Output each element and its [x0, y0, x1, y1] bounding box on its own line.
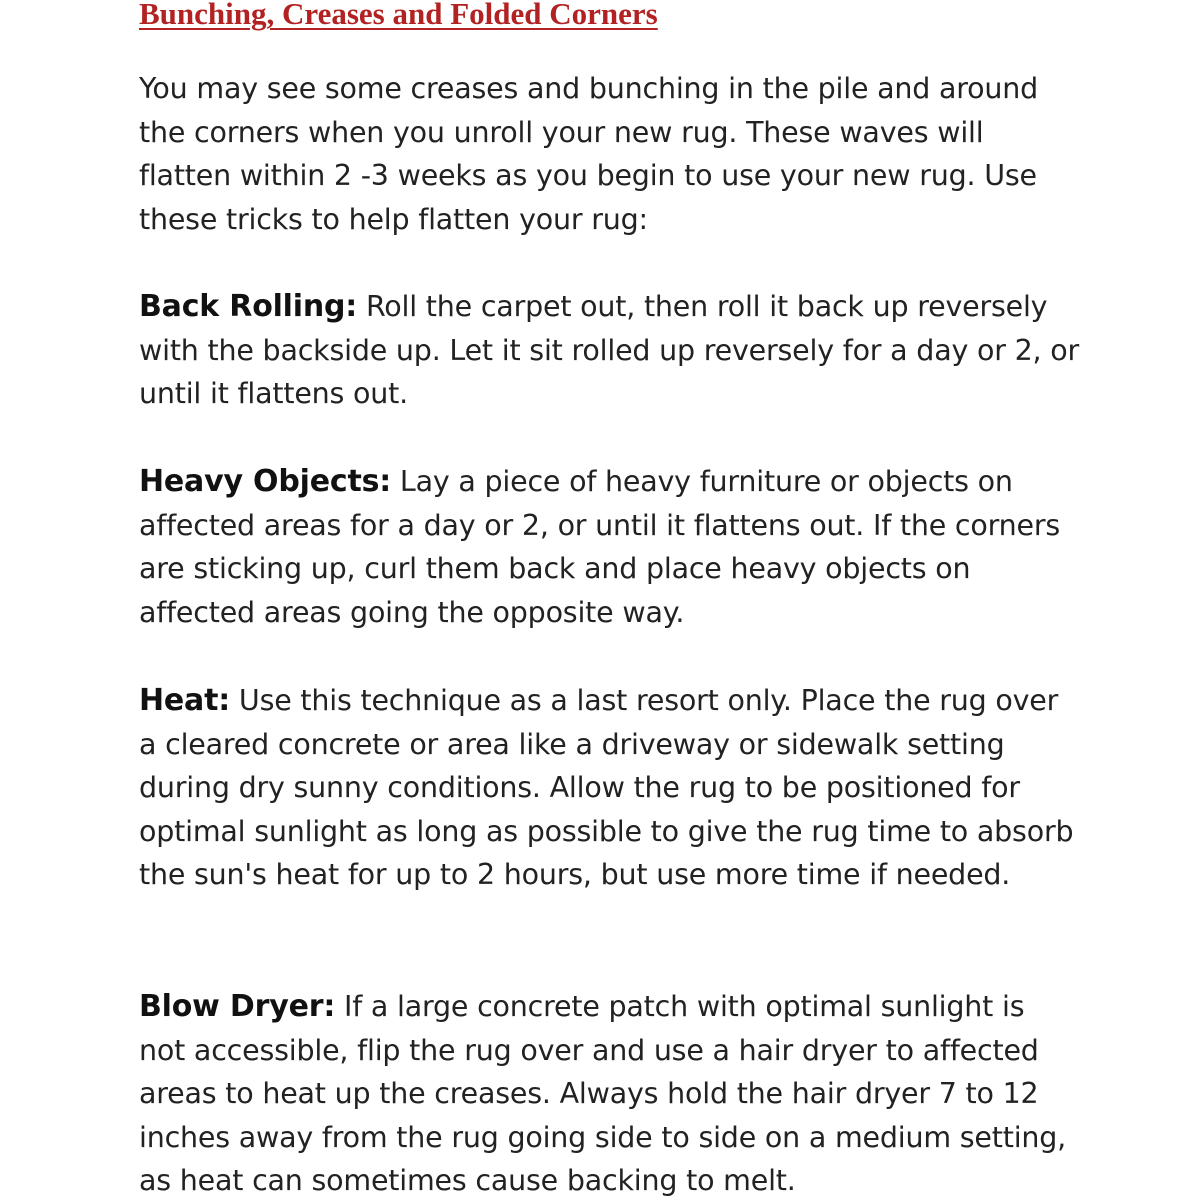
tip-label: Blow Dryer:	[139, 989, 336, 1024]
tip-text: Roll the carpet out, then roll it back up reversely with the backside up. Let it sit rolled up reversely for a day or 2, or until it flattens out.	[139, 290, 1080, 411]
tip-text: If a large concrete patch with optimal sunlight is not accessible, flip the rug over and use a hair dryer to affected areas to heat up the creases. Always hold the hair dryer 7 to 12 inches away from the rug going side to side on a medium setting, as heat can sometimes cause backing to melt.	[139, 990, 1067, 1198]
tip-text: Lay a piece of heavy furniture or objects on affected areas for a day or 2, or until it flattens out. If the corners are sticking up, curl them back and place heavy objects on affected areas going the opposite way.	[139, 465, 1061, 629]
tip-heavy-objects	[139, 460, 1079, 634]
document-heading: Bunching, Creases and Folded Corners	[139, 0, 658, 31]
tip-label: Heavy Objects:	[139, 464, 392, 499]
tip-blow-dryer	[139, 985, 1079, 1203]
tip-heat	[139, 679, 1079, 897]
tip-label: Heat:	[139, 683, 231, 718]
intro-paragraph: You may see some creases and bunching in the pile and around the corners when you unroll your new rug. These waves will flatten within 2 -3 weeks as you begin to use your new rug. Use these tricks to help flatten your rug:	[139, 72, 1039, 236]
tip-back-rolling	[139, 285, 1079, 416]
tip-label: Back Rolling:	[139, 289, 358, 324]
tip-text: Use this technique as a last resort only. Place the rug over a cleared concrete or area like a driveway or sidewalk setting during dry sunny conditions. Allow the rug to be positioned for optimal sunlight as long as possible to give the rug time to absorb the sun's heat for up to 2 hours, but use more time if needed.	[139, 684, 1074, 892]
